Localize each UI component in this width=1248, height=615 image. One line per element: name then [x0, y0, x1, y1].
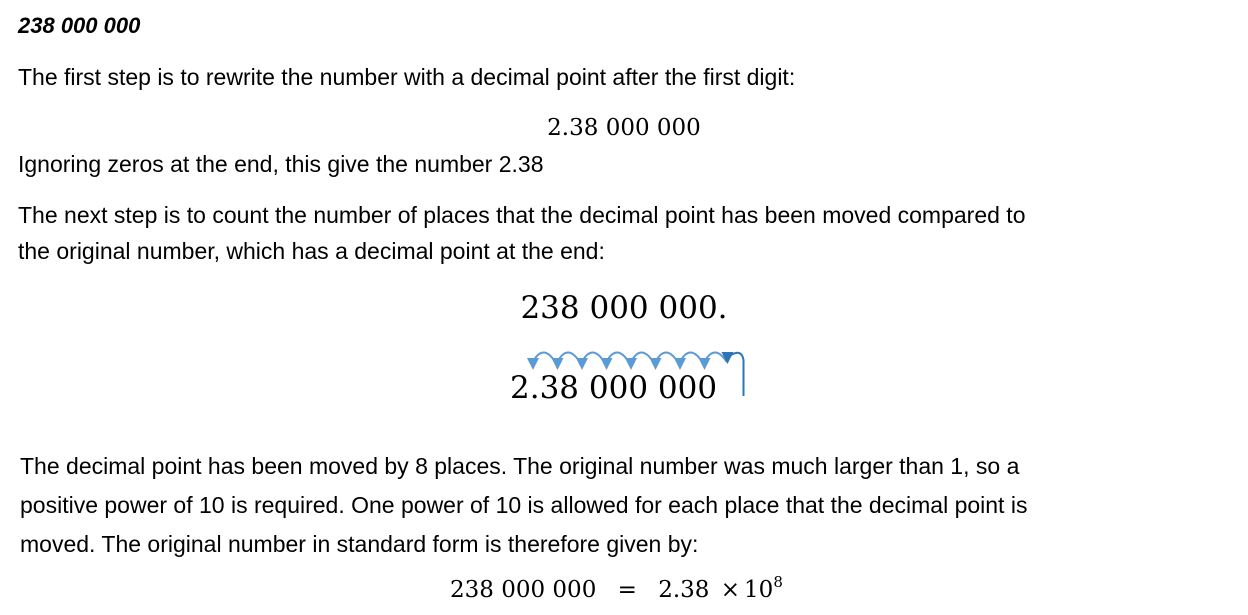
- arrow-3: [576, 352, 604, 370]
- conclusion-line1: The decimal point has been moved by 8 places. The original number was much larger than 1, so a: [20, 453, 1020, 479]
- equation-mantissa: 2.38: [658, 577, 710, 603]
- equation-lhs: 238 000 000: [450, 577, 597, 603]
- equation-base: 10: [744, 577, 774, 603]
- equation-times: ×: [720, 577, 741, 603]
- arrow-6: [650, 352, 678, 370]
- equation: [450, 567, 783, 605]
- step1-number: 2.38 000 000: [547, 115, 701, 141]
- arrow-1: [527, 352, 555, 370]
- heading-number: 238 000 000: [18, 13, 141, 38]
- arrow-5: [625, 352, 653, 370]
- step1-text: The first step is to rewrite the number with a decimal point after the first digit:: [18, 64, 796, 90]
- arrow-8: [699, 352, 727, 370]
- equation-equals: =: [617, 577, 637, 603]
- step1-result: Ignoring zeros at the end, this give the number 2.38: [18, 151, 544, 177]
- conclusion-line3: moved. The original number in standard form is therefore given by:: [20, 531, 699, 557]
- equation-exponent: 8: [773, 573, 783, 591]
- step2-line1: The next step is to count the number of places that the decimal point has been moved compared to: [18, 202, 1026, 228]
- conclusion-line2: positive power of 10 is required. One power of 10 is allowed for each place that the decimal point is: [20, 492, 1028, 518]
- arrow-7: [674, 352, 702, 370]
- step2-line2: the original number, which has a decimal point at the end:: [18, 238, 605, 264]
- moved-number: 2.38 000 000: [510, 370, 718, 406]
- original-number: 238 000 000.: [520, 290, 728, 326]
- arrow-4: [601, 352, 629, 370]
- arrow-2: [552, 352, 580, 370]
